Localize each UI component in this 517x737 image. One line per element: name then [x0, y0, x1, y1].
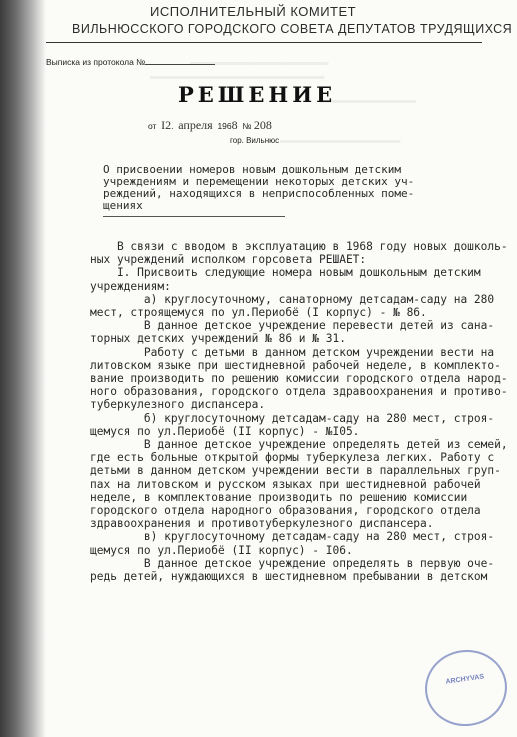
protocol-extract-label: Выписка из протокола №: [46, 57, 215, 67]
date-day: I2: [161, 118, 172, 132]
city-label: гор. Вильнюс: [230, 136, 280, 145]
bleed-through-text: ▬▬▬▬▬▬▬▬▬▬▬▬▬▬▬▬▬▬▬▬: [280, 136, 401, 147]
bleed-through-text: ▬▬▬▬▬▬▬▬▬▬▬▬▬▬▬▬▬▬▬▬▬▬▬: [190, 58, 329, 69]
bleed-through-text: ▬▬▬▬▬▬▬▬▬▬▬▬▬▬▬▬: [320, 96, 417, 107]
archive-stamp: ARCHYVAS: [420, 645, 512, 732]
subject-underline: [103, 216, 285, 217]
decision-subject: О присвоении номеров новым дошкольным детским учреждениям и перемещении некоторых детских уч- реждений, находящихся в неприспособленных поме- щениях: [103, 163, 415, 212]
issuer-line-2: ВИЛЬНЮССКОГО ГОРОДСКОГО СОВЕТА ДЕПУТАТОВ ТРУДЯЩИХСЯ: [72, 22, 513, 36]
header-divider: [46, 42, 482, 43]
bleed-through-text: ▬▬▬▬▬▬▬▬▬▬▬▬▬▬▬▬▬▬▬▬▬▬▬▬▬▬▬▬▬: [150, 72, 325, 83]
decision-body: В связи с вводом в эксплуатацию в 1968 году новых дошколь- ных учреждений исполком горсовета РЕШАЕТ: I. Присвоить следующие номера новым дошкольным детским учреждениям: а) круглосуточному, санаторному детсадам-саду на 280 мест, строящемуся по ул.Периобё (I корпус) - № 86. В данное детское учреждение перевести детей из сана- торных детских учреждений № 86 и № 31. Работу с детьми в данном детском учреждении вести на литовском языке при шестидневной рабочей неделе, в комплекто- вание производить по решению комиссии городского отдела народ- ного образования, городского отдела здравоохранения и противо- туберкулезного диспансера. б) круглосуточному детсадам-саду на 280 мест, строя- щемуся по ул.Периобё (II корпус) - №I05. В данное детское учреждение определять детей из семей, где есть больные открытой формы туберкулеза легких. Работу с детьми в данном детском учреждении вести в параллельных груп- пах на литовском и русском языках при шестидневной рабочей неделе, в комплектование производить по решению комиссии городского отдела народного образования, городского отдела здравоохранения и противотуберкулезного диспансера. в) круглосуточному детсадам-саду на 280 мест, строя- щемуся по ул.Периобё (II корпус) - I06. В данное детское учреждение определять в первую оче- редь детей, нуждающихся в шестидневном пребывании в детском: [90, 240, 508, 584]
issuer-line-1: ИСПОЛНИТЕЛЬНЫЙ КОМИТЕТ: [150, 4, 357, 19]
decision-number: 208: [253, 118, 272, 132]
date-line: от I2. апреля 1968 № 208: [148, 118, 272, 132]
scan-edge-shadow: [0, 0, 46, 737]
date-month: апреля: [178, 118, 213, 132]
document-title: РЕШЕНИЕ: [178, 82, 337, 107]
date-year: 8: [231, 118, 238, 132]
